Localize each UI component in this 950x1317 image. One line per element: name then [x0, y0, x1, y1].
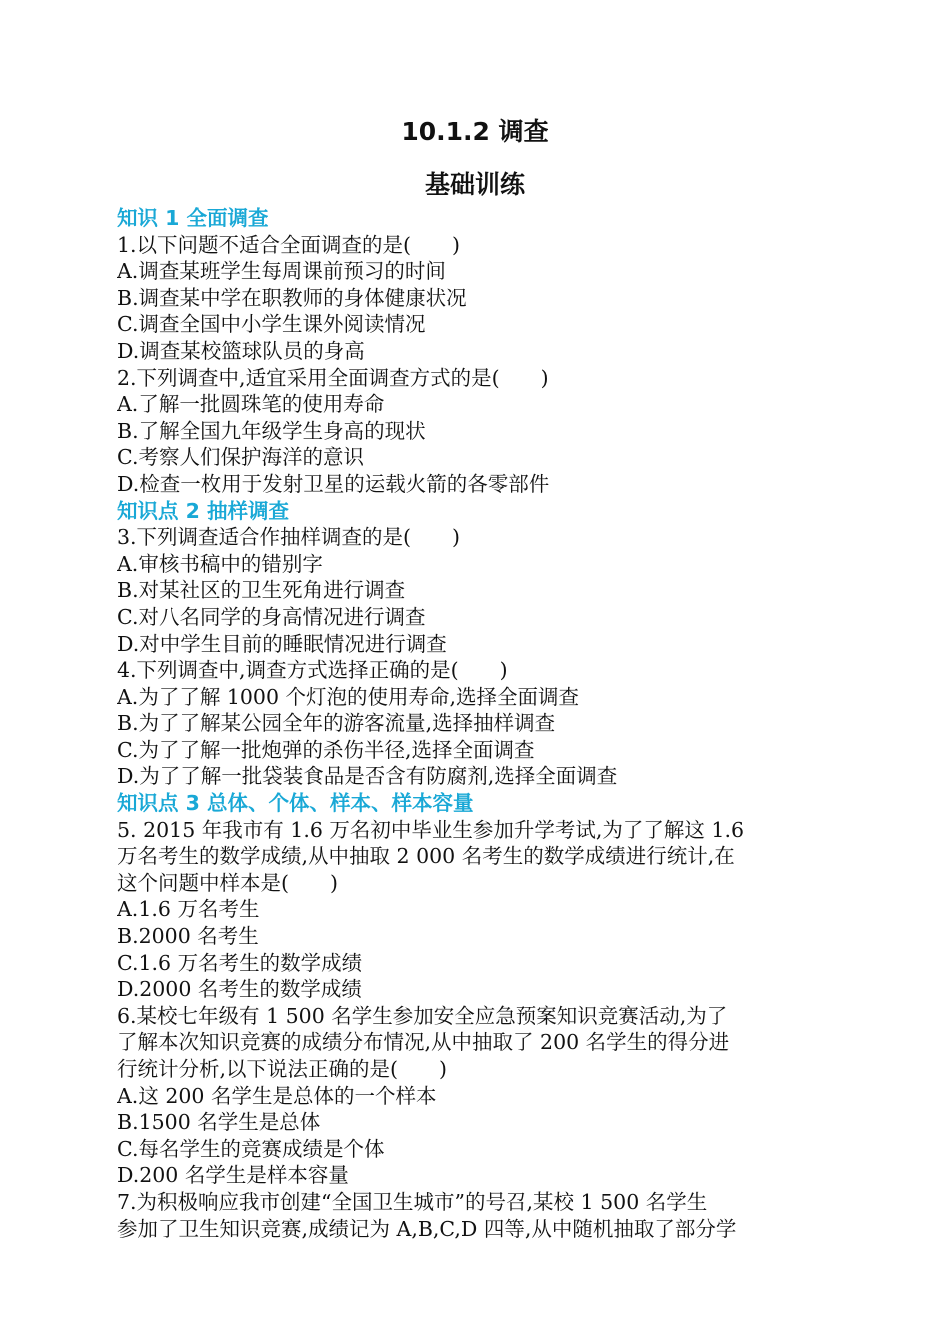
option-6d: D.200 名学生是样本容量 — [117, 1163, 349, 1188]
option-2c: C.考察人们保护海洋的意识 — [117, 445, 364, 470]
option-3d: D.对中学生目前的睡眠情况进行调查 — [117, 631, 447, 656]
question-stem-4: 4.下列调查中,调查方式选择正确的是( ) — [117, 658, 508, 683]
option-6b: B.1500 名学生是总体 — [117, 1110, 321, 1135]
section-heading-2: 知识点 2 抽样调查 — [117, 498, 290, 523]
option-1d: D.调查某校篮球队员的身高 — [117, 338, 365, 363]
question-stem-6-line-1: 6.某校七年级有 1 500 名学生参加安全应急预案知识竞赛活动,为了 — [117, 1003, 728, 1028]
option-6c: C.每名学生的竞赛成绩是个体 — [117, 1136, 385, 1161]
option-3b: B.对某社区的卫生死角进行调查 — [117, 578, 406, 603]
option-5b: B.2000 名考生 — [117, 924, 259, 949]
option-6a: A.这 200 名学生是总体的一个样本 — [117, 1083, 437, 1108]
question-stem-5-line-3: 这个问题中样本是( ) — [117, 870, 338, 895]
question-stem-5-line-1: 5. 2015 年我市有 1.6 万名初中毕业生参加升学考试,为了了解这 1.6 — [117, 817, 745, 842]
option-3a: A.审核书稿中的错别字 — [117, 551, 323, 576]
option-2a: A.了解一批圆珠笔的使用寿命 — [117, 392, 385, 417]
option-1c: C.调查全国中小学生课外阅读情况 — [117, 312, 426, 337]
option-4b: B.为了了解某公园全年的游客流量,选择抽样调查 — [117, 711, 556, 736]
question-stem-6-line-2: 了解本次知识竞赛的成绩分布情况,从中抽取了 200 名学生的得分进 — [117, 1030, 730, 1055]
page-subtitle: 基础训练 — [424, 170, 525, 199]
option-5a: A.1.6 万名考生 — [117, 897, 260, 922]
option-2b: B.了解全国九年级学生身高的现状 — [117, 418, 426, 443]
option-1b: B.调查某中学在职教师的身体健康状况 — [117, 285, 467, 310]
question-stem-6-line-3: 行统计分析,以下说法正确的是( ) — [117, 1057, 448, 1081]
question-stem-7-line-1: 7.为积极响应我市创建“全国卫生城市”的号召,某校 1 500 名学生 — [117, 1189, 708, 1214]
option-1a: A.调查某班学生每周课前预习的时间 — [117, 259, 446, 284]
section-heading-3: 知识点 3 总体、个体、样本、样本容量 — [117, 791, 474, 816]
option-4c: C.为了了解一批炮弹的杀伤半径,选择全面调查 — [117, 737, 535, 762]
option-4a: A.为了了解 1000 个灯泡的使用寿命,选择全面调查 — [117, 684, 580, 709]
option-2d: D.检查一枚用于发射卫星的运载火箭的各零部件 — [117, 471, 550, 496]
option-5d: D.2000 名考生的数学成绩 — [117, 977, 362, 1002]
question-stem-5-line-2: 万名考生的数学成绩,从中抽取 2 000 名考生的数学成绩进行统计,在 — [117, 844, 735, 869]
question-stem-2: 2.下列调查中,适宜采用全面调查方式的是( ) — [117, 365, 549, 390]
page-title: 10.1.2 调查 — [401, 117, 549, 146]
section-heading-1: 知识 1 全面调查 — [117, 206, 269, 230]
option-3c: C.对八名同学的身高情况进行调查 — [117, 604, 426, 629]
document-content — [117, 205, 837, 1242]
question-stem-3: 3.下列调查适合作抽样调查的是( ) — [117, 525, 461, 550]
option-4d: D.为了了解一批袋装食品是否含有防腐剂,选择全面调查 — [117, 764, 618, 789]
question-stem-1: 1.以下问题不适合全面调查的是( ) — [117, 232, 461, 257]
question-stem-7-line-2: 参加了卫生知识竞赛,成绩记为 A,B,C,D 四等,从中随机抽取了部分学 — [117, 1216, 737, 1241]
option-5c: C.1.6 万名考生的数学成绩 — [117, 950, 363, 975]
